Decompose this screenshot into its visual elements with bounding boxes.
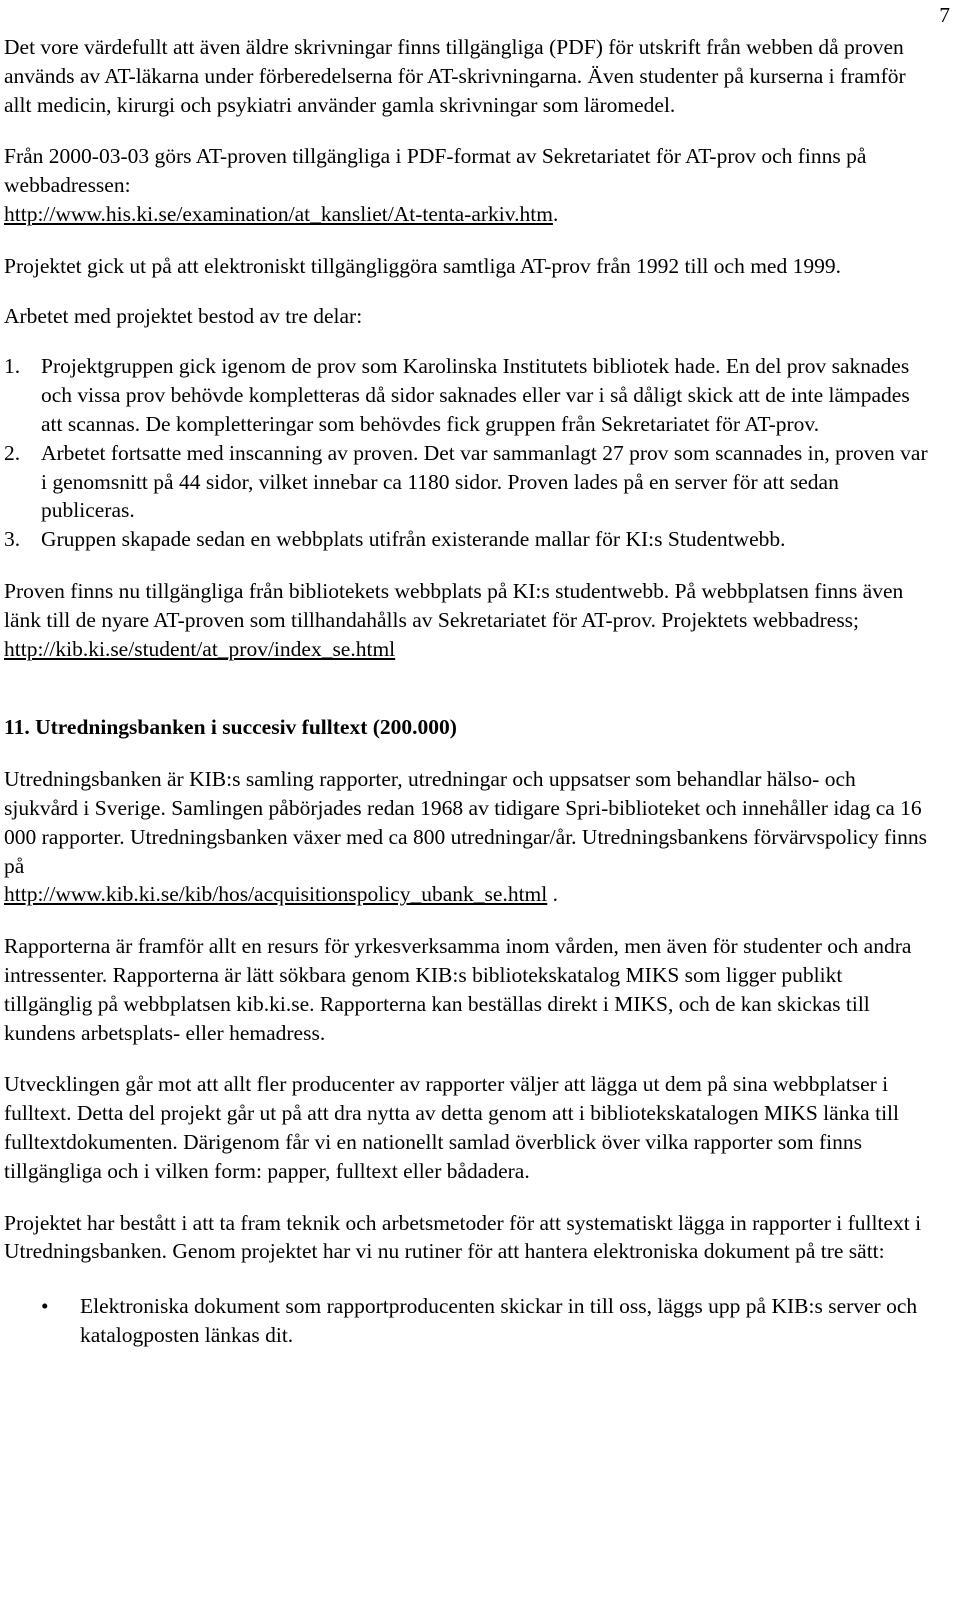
handling-methods-list [4, 1292, 934, 1350]
list-number: 2. [4, 440, 21, 465]
page-number: 7 [939, 3, 950, 27]
paragraph-text: Utredningsbanken är KIB:s samling rapporter, utredningar och uppsatser som behandlar hälso- och sjukvård i Sverige. Samlingen påbörjades redan 1968 av tidigare Spri-biblioteket och innehåller idag ca 16 000 rapporter. Utredningsbanken växer med ca 800 utredningar/år. Utredningsbankens förvärvspolicy finns på [4, 767, 928, 878]
acquisition-policy-link[interactable]: http://www.kib.ki.se/kib/hos/acquisitionspolicy_ubank_se.html [4, 882, 548, 907]
paragraph-reports-resource: Rapporterna är framför allt en resurs för yrkesverksamma inom vården, men även för studenter och andra intressenter. Rapporterna är lätt sökbara genom KIB:s bibliotekskatalog MIKS som ligger publikt tillgänglig på webbplatsen kib.ki.se. Rapporterna kan beställas direkt i MIKS, och de kan skickas till kundens arbetsplats- eller hemadress. [4, 934, 912, 1045]
list-item [4, 352, 934, 438]
document-body [4, 33, 934, 1350]
section-heading: 11. Utredningsbanken i succesiv fulltext (200.000) [4, 715, 457, 740]
list-text: Arbetet fortsatte med inscanning av proven. Det var sammanlagt 27 prov som scannades in, proven var i genomsnitt på 44 sidor, vilket innebar ca 1180 sidor. Proven lades på en server för att sedan publiceras. [41, 440, 928, 523]
bullet-icon: • [41, 1294, 49, 1319]
bullet-text: Elektroniska dokument som rapportproducenten skickar in till oss, läggs upp på KIB:s server och katalogposten länkas dit. [80, 1294, 918, 1347]
list-number: 3. [4, 527, 21, 552]
list-text: Gruppen skapade sedan en webbplats utifrån existerande mallar för KI:s Studentwebb. [41, 527, 786, 552]
list-item [4, 525, 934, 554]
paragraph-text: Proven finns nu tillgängliga från bibliotekets webbplats på KI:s studentwebb. På webbplatsen finns även länk till de nyare AT-proven som tillhandahålls av Sekretariatet för AT-prov. Projektets webbadress; [4, 578, 904, 632]
list-item [4, 439, 934, 525]
paragraph-project-goal: Projektet gick ut på att elektroniskt tillgängliggöra samtliga AT-prov från 1992 till och med 1999. [4, 253, 841, 278]
project-steps-list [4, 352, 934, 554]
link-tail: . [547, 882, 558, 907]
paragraph-project-parts: Arbetet med projektet bestod av tre delar: [4, 303, 363, 328]
paragraph-development: Utvecklingen går mot att allt fler producenter av rapporter väljer att lägga ut dem på sina webbplatser i fulltext. Detta del projekt går ut på att dra nytta av detta genom att i bibliotekskatalogen MIKS länka till fulltextdokumenten. Därigenom får vi en nationellt samlad överblick över vilka rapporter som finns tillgängliga och i vilken form: papper, fulltext eller bådadera. [4, 1072, 899, 1183]
bullet-item [4, 1292, 934, 1350]
link-tail: . [552, 201, 559, 226]
at-tenta-arkiv-link[interactable]: http://www.his.ki.se/examination/at_kansliet/At-tenta-arkiv.htm [4, 201, 553, 226]
paragraph-project-method: Projektet har bestått i att ta fram teknik och arbetsmetoder för att systematiskt lägga in rapporter i fulltext i Utredningsbanken. Genom projektet har vi nu rutiner för att hantera elektroniska dokument på tre sätt: [4, 1210, 922, 1264]
paragraph-text: Från 2000-03-03 görs AT-proven tillgängliga i PDF-format av Sekretariatet för AT-prov och finns på webbadressen: [4, 144, 867, 198]
list-number: 1. [4, 354, 21, 379]
paragraph-pdf-value: Det vore värdefullt att även äldre skrivningar finns tillgängliga (PDF) för utskrift från webben då proven används av AT-läkarna under förberedelserna för AT-skrivningarna. Även studenter på kurserna i framför allt medicin, kirurgi och psykiatri använder gamla skrivningar som läromedel. [4, 35, 906, 117]
paragraph-pdf-availability [4, 142, 934, 228]
list-text: Projektgruppen gick igenom de prov som Karolinska Institutets bibliotek hade. En del prov saknades och vissa prov behövde kompletteras då sidor saknades eller var i så dåligt skick att de inte lämpades att scannas. De kompletteringar som behövdes fick gruppen från Sekretariatet för AT-prov. [41, 354, 910, 436]
at-prov-project-link[interactable]: http://kib.ki.se/student/at_prov/index_se.html [4, 636, 396, 661]
paragraph-web-availability [4, 577, 934, 663]
paragraph-utredningsbanken [4, 765, 934, 909]
